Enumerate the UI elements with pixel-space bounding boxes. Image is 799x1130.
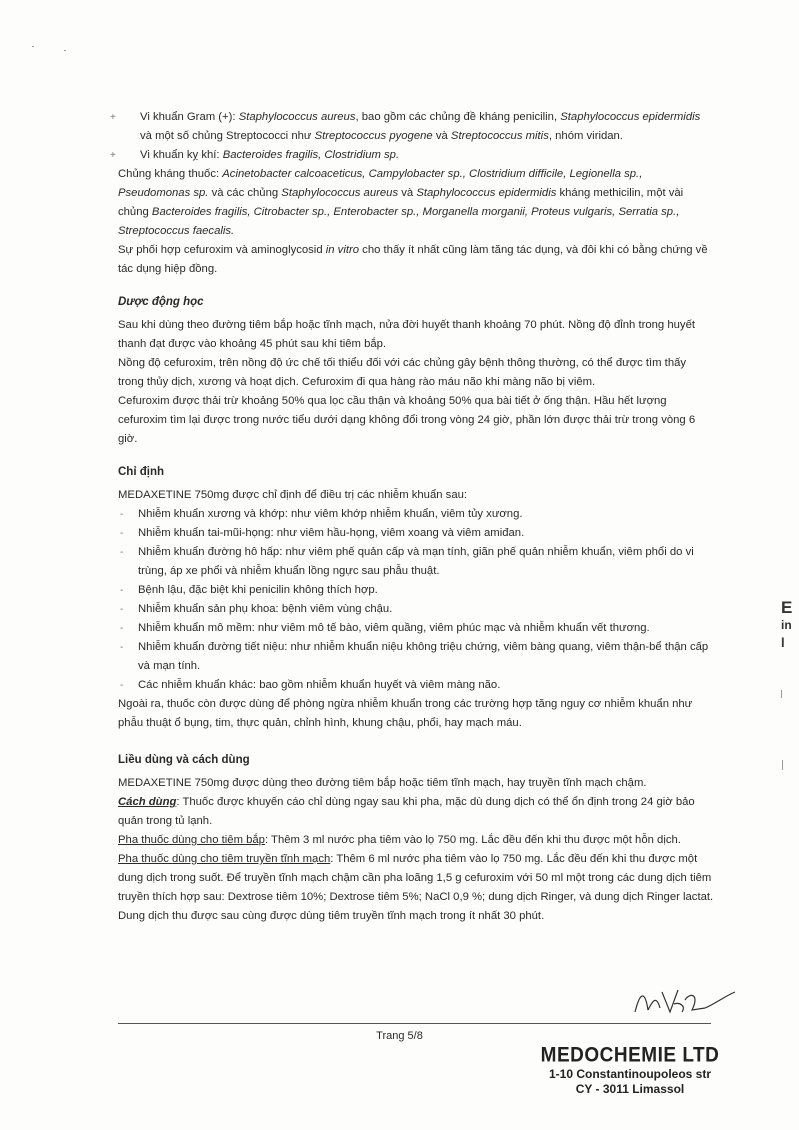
dosage-iv: Pha thuốc dùng cho tiêm truyền tĩnh mạch: Thêm 6 ml nước pha tiêm vào lọ 750 mg. Lắc đều đến khi thu được một dung dịch trong suốt. Để truyền tĩnh mạch chậm cần pha loãng 1,5 g cefuroxim với 50 ml một trong các dung dịch tiêm truyền thích hợp sau: Dextrose tiêm 10%; Dextrose tiêm 5%; NaCl 0,9 %; dung dịch Ringer, và dung dịch Ringer lactat. Dung dịch thu được sau cùng được dùng tiêm truyền tĩnh mạch trong ít nhất 30 phút.	[118, 853, 714, 922]
indication-item: - Bệnh lậu, đặc biệt khi penicilin không thích hợp.	[118, 581, 714, 600]
indication-item: - Nhiễm khuẩn đường hô hấp: như viêm phế quản cấp và mạn tính, giãn phế quản nhiễm khuẩn, viêm phổi do vi trùng, áp xe phổi và nhiễm khuẩn lồng ngực sau phẫu thuật.	[118, 543, 714, 581]
dash-bullet-icon: -	[120, 585, 124, 596]
scan-speck	[64, 50, 66, 51]
dash-bullet-icon: -	[120, 547, 124, 558]
indication-item: - Nhiễm khuẩn xương và khớp: như viêm khớp nhiễm khuẩn, viêm tủy xương.	[118, 505, 714, 524]
edge-fragment: l	[781, 635, 785, 650]
dash-bullet-icon: -	[120, 509, 124, 520]
stamp-address-1: 1-10 Constantinoupoleos str	[548, 1067, 712, 1081]
edge-fragment: in	[781, 618, 792, 632]
dash-bullet-icon: -	[120, 604, 124, 615]
resistant-strains: Chủng kháng thuốc: Acinetobacter calcoaceticus, Campylobacter sp., Clostridium difficile, Legionella sp., Pseudomonas sp. và các chủng Staphylococcus aureus và Staphylococcus epidermidis kháng methicilin, một vài chủng Bacteroides fragilis, Citrobacter sp., Enterobacter sp., Morganella morganii, Proteus vulgaris, Serratia sp., Streptococcus faecalis.	[118, 168, 684, 237]
scan-speck	[782, 760, 783, 770]
bacteria-text: Vi khuẩn kỵ khí: Bacteroides fragilis, Clostridium sp.	[140, 149, 400, 161]
indications-intro: MEDAXETINE 750mg được chỉ định để điều trị các nhiễm khuẩn sau:	[118, 489, 468, 501]
dosage-usage: Cách dùng: Thuốc được khuyến cáo chỉ dùng ngay sau khi pha, mặc dù dung dịch có thể ổn định trong 24 giờ bảo quản trong tủ lạnh.	[118, 796, 695, 827]
dash-bullet-icon: -	[120, 642, 124, 653]
indication-item: - Các nhiễm khuẩn khác: bao gồm nhiễm khuẩn huyết và viêm màng não.	[118, 676, 714, 695]
scan-speck	[781, 690, 782, 698]
bacteria-text: Vi khuẩn Gram (+): Staphylococcus aureus, bao gồm các chủng đề kháng penicilin, Staphylococcus epidermidis và một số chủng Streptococci như Streptococcus pyogene và Streptococcus mitis, nhóm viridan.	[140, 111, 701, 142]
synergy-text: Sự phối hợp cefuroxim và aminoglycosid in vitro cho thấy ít nhất cũng làm tăng tác dụng, và đôi khi có bằng chứng về tác dụng hiệp đồng.	[118, 244, 708, 275]
dash-bullet-icon: -	[120, 528, 124, 539]
bacteria-item-anaerobic	[110, 146, 714, 165]
plus-bullet-icon: +	[110, 112, 116, 123]
indications-list	[118, 505, 714, 695]
pk-paragraph-2: Nồng độ cefuroxim, trên nồng độ ức chế tối thiểu đối với các chủng gây bệnh thông thường, có thể được tìm thấy trong thủy dịch, xương và hoạt dịch. Cefuroxim đi qua hàng rào máu não khi màng não bị viêm.	[118, 357, 687, 388]
company-stamp	[530, 1045, 730, 1097]
dosage-im: Pha thuốc dùng cho tiêm bắp: Thêm 3 ml nước pha tiêm vào lọ 750 mg. Lắc đều đến khi thu được một hỗn dịch.	[118, 834, 681, 846]
pharmacokinetics-heading: Dược động học	[118, 296, 204, 308]
indication-item: - Nhiễm khuẩn mô mềm: như viêm mô tế bào, viêm quầng, viêm phúc mạc và nhiễm khuẩn vết thương.	[118, 619, 714, 638]
bacteria-item-gram-positive	[110, 108, 714, 146]
indications-outro: Ngoài ra, thuốc còn được dùng để phòng ngừa nhiễm khuẩn trong các trường hợp tăng nguy cơ nhiễm khuẩn như phẫu thuật ổ bụng, tim, thực quản, chỉnh hình, khung chậu, phổi, hay mạch máu.	[118, 698, 693, 729]
dash-bullet-icon: -	[120, 623, 124, 634]
signature-icon	[630, 982, 740, 1022]
document-body	[110, 108, 714, 926]
edge-fragment: E	[781, 598, 793, 617]
dash-bullet-icon: -	[120, 680, 124, 691]
indication-item: - Nhiễm khuẩn tai-mũi-họng: như viêm hầu-họng, viêm xoang và viêm amiđan.	[118, 524, 714, 543]
indications-heading: Chỉ định	[118, 466, 164, 478]
stamp-address-2: CY - 3011 Limassol	[575, 1082, 685, 1096]
pk-paragraph-3: Cefuroxim được thải trừ khoảng 50% qua lọc cầu thận và khoảng 50% qua bài tiết ở ống thận. Hầu hết lượng cefuroxim tìm lại được trong nước tiểu dưới dạng không đổi trong vòng 24 giờ, phần lớn được thải trừ trong vòng 6 giờ.	[118, 395, 696, 445]
indication-item: - Nhiễm khuẩn sản phụ khoa: bệnh viêm vùng chậu.	[118, 600, 714, 619]
stamp-company: MEDOCHEMIE LTD	[540, 1043, 720, 1067]
footer-divider	[118, 1023, 711, 1024]
scan-speck	[32, 46, 34, 47]
page-number: Trang 5/8	[376, 1030, 423, 1042]
dosage-intro: MEDAXETINE 750mg được dùng theo đường tiêm bắp hoặc tiêm tĩnh mạch, hay truyền tĩnh mạch chậm.	[118, 777, 647, 789]
indication-item: - Nhiễm khuẩn đường tiết niệu: như nhiễm khuẩn niệu không triệu chứng, viêm bàng quang, viêm thận-bể thận cấp và mạn tính.	[118, 638, 714, 676]
pk-paragraph-1: Sau khi dùng theo đường tiêm bắp hoặc tĩnh mạch, nửa đời huyết thanh khoảng 70 phút. Nồng độ đỉnh trong huyết thanh đạt được vào khoảng 45 phút sau khi tiêm bắp.	[118, 319, 695, 350]
plus-bullet-icon: +	[110, 150, 116, 161]
dosage-heading: Liều dùng và cách dùng	[118, 754, 250, 766]
